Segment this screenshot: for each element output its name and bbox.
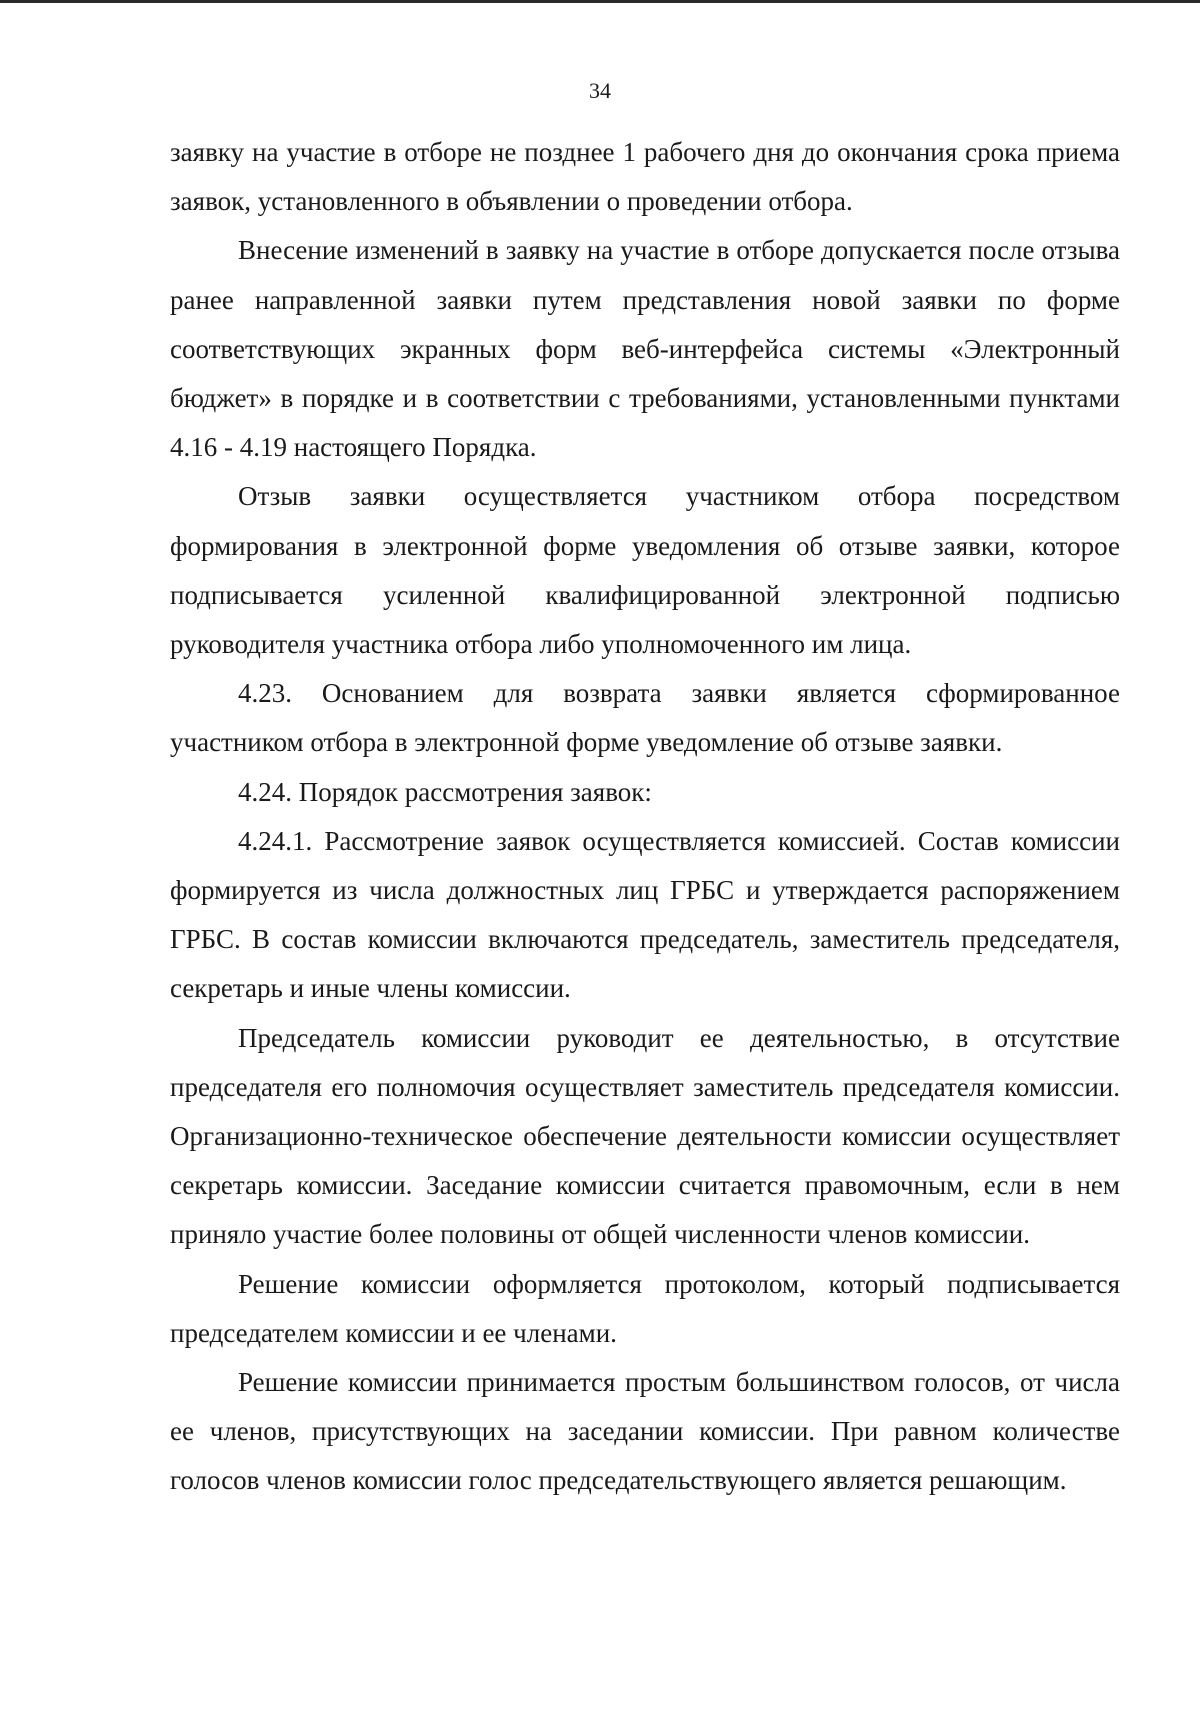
paragraph-voting: Решение комиссии принимается простым большинством голосов, от числа ее членов, присутствующих на заседании комиссии. При равном количестве голосов членов комиссии голос председательствующего является решающим.: [170, 1367, 1120, 1496]
paragraph-4-24-1: 4.24.1. Рассмотрение заявок осуществляется комиссией. Состав комиссии формируется из числа должностных лиц ГРБС и утверждается распоряжением ГРБС. В состав комиссии включаются председатель, заместитель председателя, секретарь и иные члены комиссии.: [170, 825, 1120, 1004]
document-body: [170, 128, 1120, 1506]
page-number: 34: [589, 78, 611, 103]
paragraph-protocol: Решение комиссии оформляется протоколом, который подписывается председателем комиссии и ее членами.: [170, 1268, 1120, 1348]
scan-top-edge: [0, 0, 1200, 3]
paragraph-withdrawal: Отзыв заявки осуществляется участником отбора посредством формирования в электронной форме уведомления об отзыве заявки, которое подписывается усиленной квалифицированной электронной подписью руководителя участника отбора либо уполномоченного им лица.: [170, 481, 1120, 660]
paragraph-4-24: 4.24. Порядок рассмотрения заявок:: [238, 776, 652, 807]
paragraph-4-23: 4.23. Основанием для возврата заявки является сформированное участником отбора в электронной форме уведомление об отзыве заявки.: [170, 678, 1120, 758]
paragraph-chairman: Председатель комиссии руководит ее деятельностью, в отсутствие председателя его полномочия осуществляет заместитель председателя комиссии. Организационно-техническое обеспечение деятельности комиссии осуществляет секретарь комиссии. Заседание комиссии считается правомочным, если в нем приняло участие более половины от общей численности членов комиссии.: [170, 1022, 1120, 1250]
paragraph-amendment: Внесение изменений в заявку на участие в отборе допускается после отзыва ранее направленной заявки путем представления новой заявки по форме соответствующих экранных форм веб-интерфейса системы «Электронный бюджет» в порядке и в соответствии с требованиями, установленными пунктами 4.16 - 4.19 настоящего Порядка.: [170, 235, 1120, 463]
paragraph-continuation: заявку на участие в отборе не позднее 1 рабочего дня до окончания срока приема заявок, установленного в объявлении о проведении отбора.: [170, 137, 1120, 217]
